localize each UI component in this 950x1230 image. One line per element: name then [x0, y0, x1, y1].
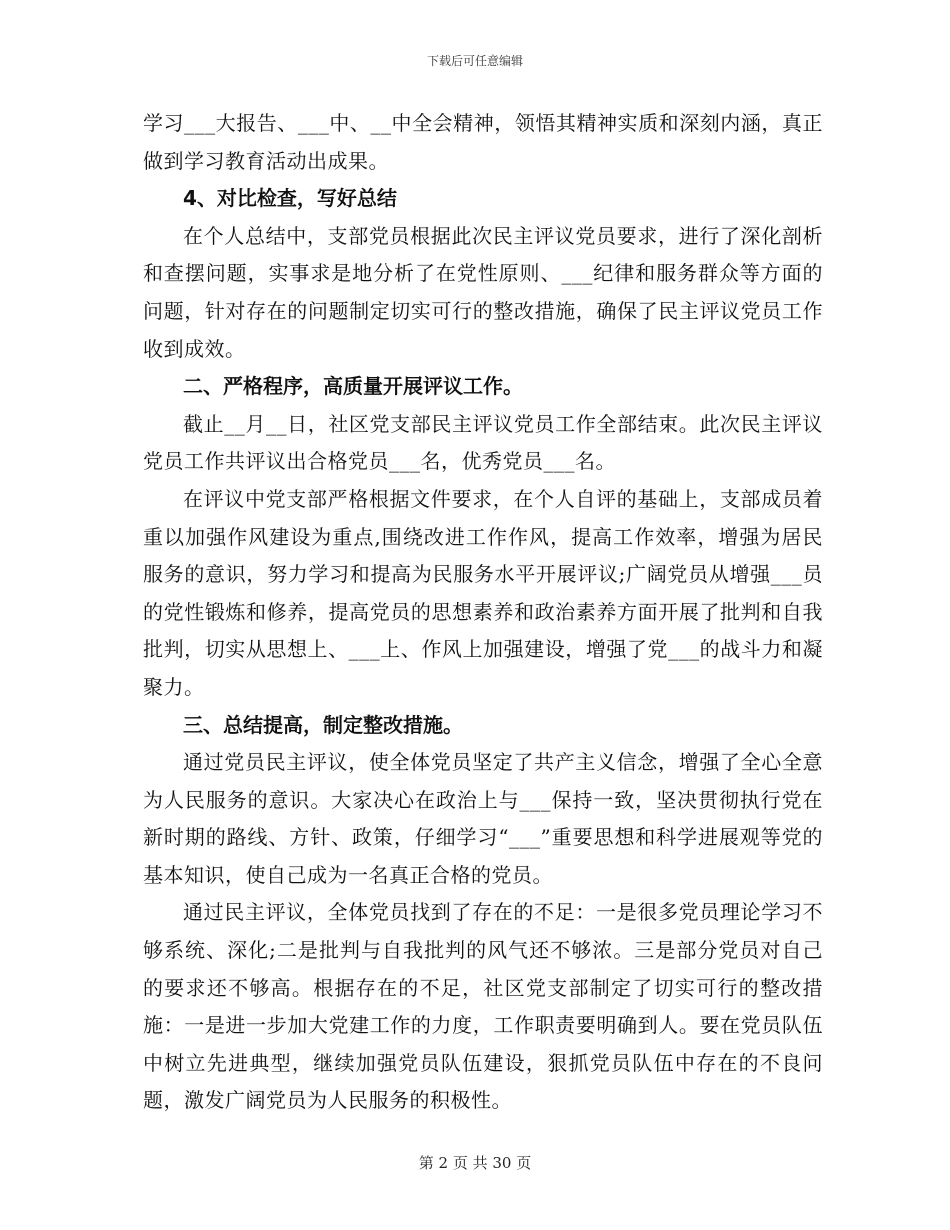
paragraph-study: 学习___大报告、___中、__中全会精神，领悟其精神实质和深刻内涵，真正做到学习教育活动出成果。: [143, 111, 823, 173]
paragraph-deadline: 截止__月__日，社区党支部民主评议党员工作全部结束。此次民主评议党员工作共评议出合格党员___名，优秀党员___名。: [143, 411, 823, 474]
heading-summary-improve: 三、总结提高，制定整改措施。: [183, 712, 463, 737]
paragraph-personal-summary: 在个人总结中，支部党员根据此次民主评议党员要求，进行了深化剖析和查摆问题，实事求是地分析了在党性原则、___纪律和服务群众等方面的问题，针对存在的问题制定切实可行的整改措施，确保了民主评议党员工作收到成效。: [143, 223, 823, 361]
paragraph-shortcomings: 通过民主评议，全体党员找到了存在的不足：一是很多党员理论学习不够系统、深化;二是批判与自我批判的风气还不够浓。三是部分党员对自己的要求还不够高。根据存在的不足，社区党支部制定了切实可行的整改措施：一是进一步加大党建工作的力度，工作职责要明确到人。要在党员队伍中树立先进典型，继续加强党员队伍建设，狠抓党员队伍中存在的不良问题，激发广阔党员为人民服务的积极性。: [143, 900, 823, 1113]
page-header: 下载后可任意编辑: [426, 54, 523, 68]
heading-strict-procedure: 二、严格程序，高质量开展评议工作。: [183, 374, 523, 399]
page-footer: 第 2 页 共 30 页: [418, 1154, 532, 1172]
paragraph-evaluation: 在评议中党支部严格根据文件要求，在个人自评的基础上，支部成员着重以加强作风建设为重点,围绕改进工作作风，提高工作效率，增强为居民服务的意识，努力学习和提高为民服务水平开展评议;广阔党员从增强___员的党性锻炼和修养，提高党员的思想素养和政治素养方面开展了批判和自我批判，切实从思想上、___上、作风上加强建设，增强了党___的战斗力和凝聚力。: [143, 486, 823, 699]
document-body: [143, 105, 823, 1120]
heading-compare-check: 4、对比检查，写好总结: [183, 186, 397, 211]
paragraph-democratic-review: 通过党员民主评议，使全体党员坚定了共产主义信念，增强了全心全意为人民服务的意识。大家决心在政治上与___保持一致，坚决贯彻执行党在新时期的路线、方针、政策，仔细学习“___”重要思想和科学进展观等党的基本知识，使自己成为一名真正合格的党员。: [143, 750, 823, 887]
